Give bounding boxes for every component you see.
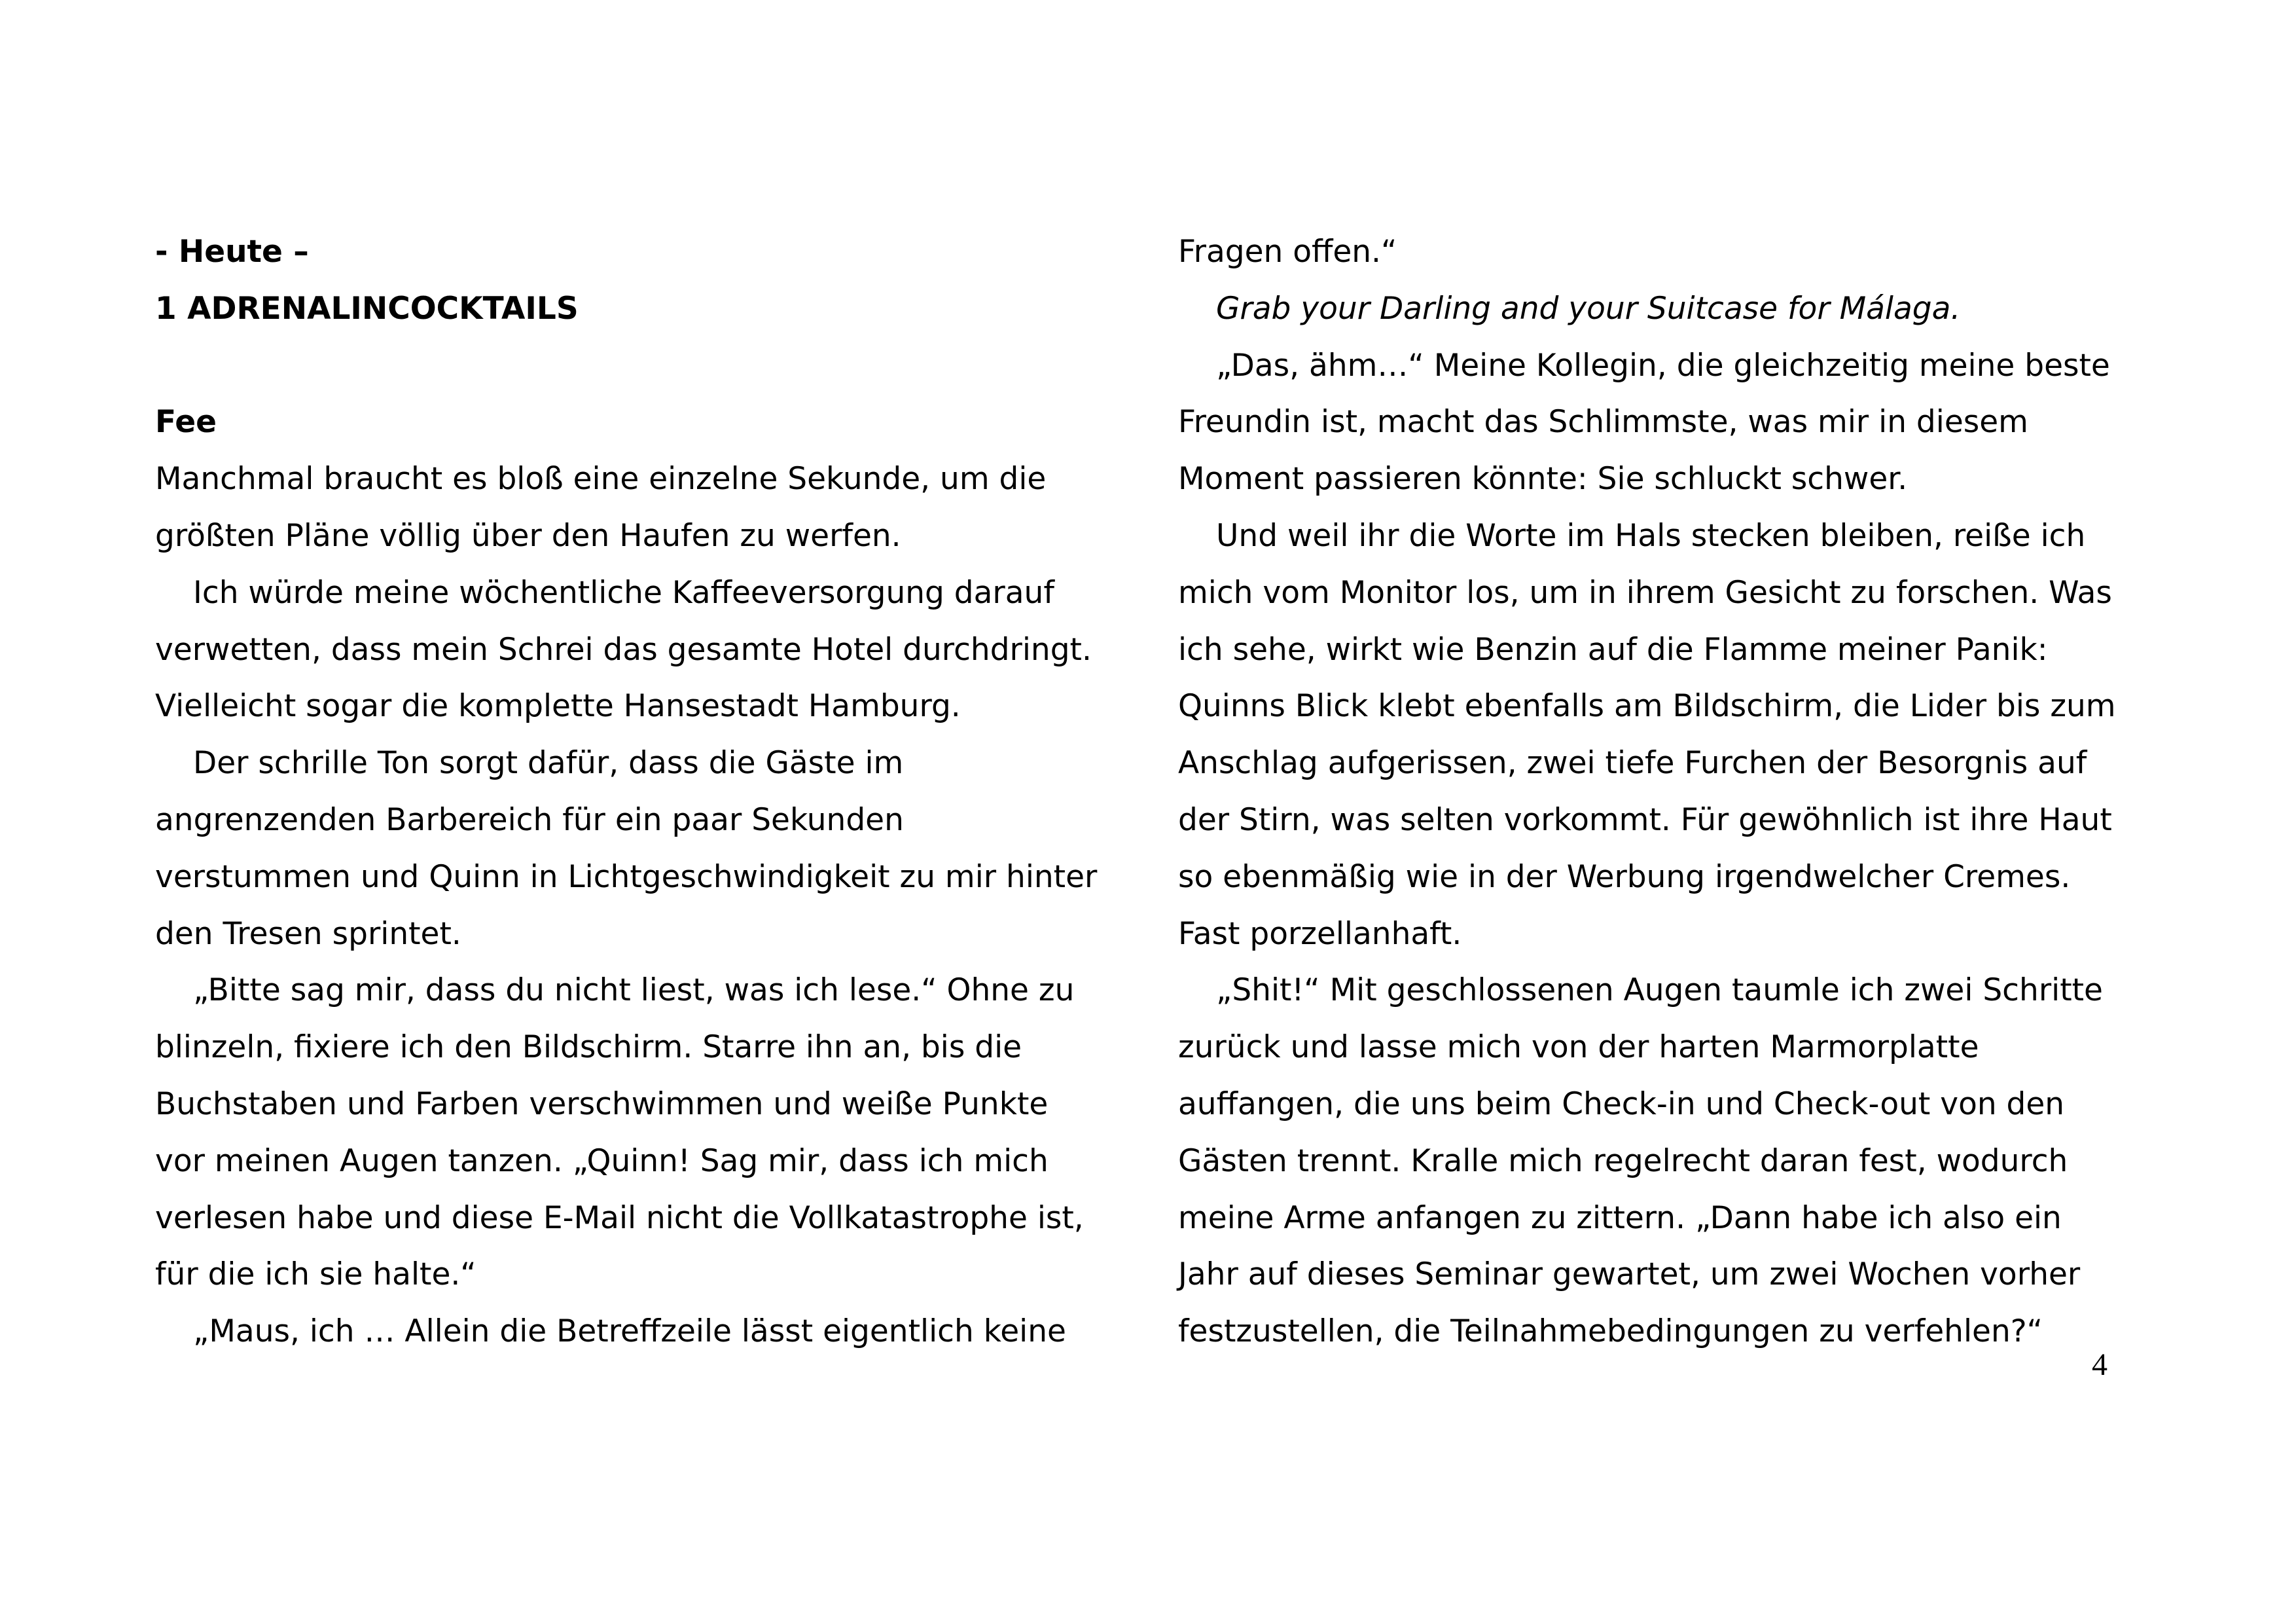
- email-subject-line: Grab your Darling and your Suitcase for Málaga.: [1216, 290, 1961, 327]
- spacer: [155, 338, 1098, 395]
- paragraph: Und weil ihr die Worte im Hals stecken bleiben, reiße ich mich vom Monitor los, um in ihrem Gesicht zu forschen. Was ich sehe, wirkt wie Benzin auf die Flamme meiner Panik: Quinns Blick klebt ebenfalls am Bildschirm, die Lider bis zum Anschlag aufgerissen, zwei tiefe Furchen der Besorgnis auf der Stirn, was selten vorkommt. Für gewöhnlich ist ihre Haut so ebenmäßig wie in der Werbung irgendwelcher Cremes. Fast porzellanhaft.: [1178, 517, 2116, 952]
- page-number: 4: [2092, 1347, 2108, 1382]
- section-marker: - Heute –: [155, 234, 309, 270]
- paragraph-continuation: Fragen offen.“: [1178, 234, 1397, 270]
- paragraph: Der schrille Ton sorgt dafür, dass die Gäste im angrenzenden Barbereich für ein paar Sekunden verstummen und Quinn in Lichtgeschwindigkeit zu mir hinter den Tresen sprintet.: [155, 745, 1098, 952]
- pov-name: Fee: [155, 404, 217, 441]
- paragraph: „Das, ähm…“ Meine Kollegin, die gleichzeitig meine beste Freundin ist, macht das Schlimmste, was mir in diesem Moment passieren könnte: Sie schluckt schwer.: [1178, 347, 2110, 498]
- left-column: [155, 224, 1098, 1360]
- paragraph: „Bitte sag mir, dass du nicht liest, was ich lese.“ Ohne zu blinzeln, fixiere ich den Bildschirm. Starre ihn an, bis die Buchstaben und Farben verschwimmen und weiße Punkte vor meinen Augen tanzen. „Quinn! Sag mir, dass ich mich verlesen habe und diese E-Mail nicht die Vollkatastrophe ist, für die ich sie halte.“: [155, 972, 1084, 1293]
- paragraph: „Maus, ich … Allein die Betreffzeile lässt eigentlich keine: [193, 1313, 1066, 1350]
- paragraph: Manchmal braucht es bloß eine einzelne Sekunde, um die größten Pläne völlig über den Haufen zu werfen.: [155, 461, 1047, 554]
- paragraph: Ich würde meine wöchentliche Kaffeeversorgung darauf verwetten, dass mein Schrei das gesamte Hotel durchdringt. Vielleicht sogar die komplette Hansestadt Hamburg.: [155, 574, 1092, 725]
- paragraph: „Shit!“ Mit geschlossenen Augen taumle ich zwei Schritte zurück und lasse mich von der harten Marmorplatte auffangen, die uns beim Check-in und Check-out von den Gästen trennt. Kralle mich regelrecht daran fest, wodurch meine Arme anfangen zu zittern. „Dann habe ich also ein Jahr auf dieses Seminar gewartet, um zwei Wochen vorher festzustellen, die Teilnahmebedingungen zu verfehlen?“: [1178, 972, 2103, 1350]
- right-column: [1178, 224, 2121, 1360]
- chapter-title: 1 ADRENALINCOCKTAILS: [155, 290, 579, 327]
